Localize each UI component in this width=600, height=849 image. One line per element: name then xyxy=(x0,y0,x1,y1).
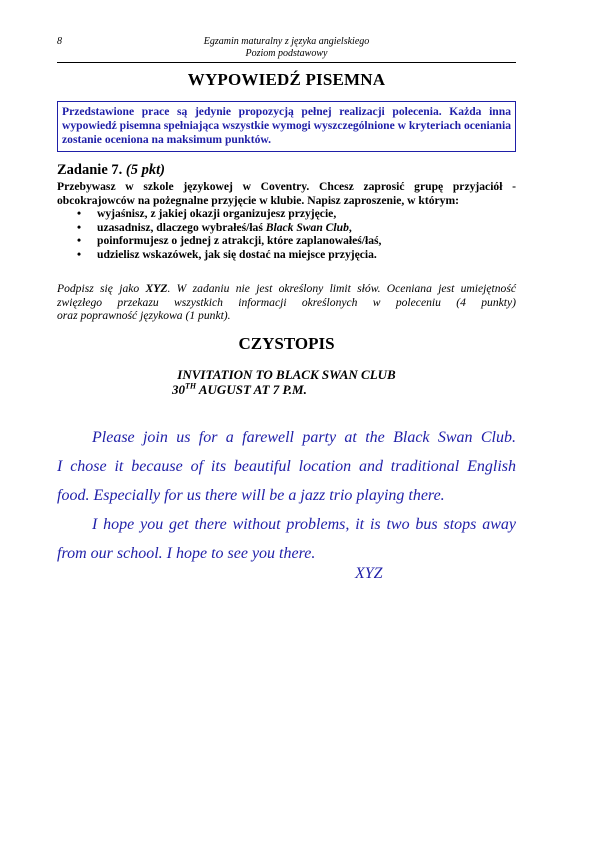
instruction-signature: XYZ xyxy=(145,282,168,295)
list-item xyxy=(57,207,516,221)
letter-line: Please join us for a farewell party at the Black Swan Club. xyxy=(92,429,516,446)
list-item xyxy=(57,234,516,248)
bullet-text: udzielisz wskazówek, jak się dostać na miejsce przyjęcia. xyxy=(97,247,377,261)
invitation-day-suffix: TH xyxy=(185,381,197,391)
bullet-text: wyjaśnisz, z jakiej okazji organizujesz przyjęcie, xyxy=(97,207,337,220)
task-body xyxy=(57,180,516,261)
task-points: (5 pkt) xyxy=(125,162,165,178)
invitation-day: 30 xyxy=(172,382,185,397)
bullet-text: uzasadnisz, dlaczego wybrałeś/łaś xyxy=(97,220,266,234)
clean-copy-title: CZYSTOPIS xyxy=(238,334,335,353)
bullet-punct: , xyxy=(348,220,352,234)
notice-box: Przedstawione prace są jedynie propozycją pełnej realizacji polecenia. Każda inna wypowiedź pisemna spełniająca wszystkie wymogi wyszczególnione w kryteriach oceniania zostanie oceniona na maksimum punktów. xyxy=(57,101,516,152)
bullet-club-name: Black Swan Club xyxy=(265,220,349,234)
task-intro: Przebywasz w szkole językowej w Coventry. Chcesz zaprosić grupę przyjaciół - obcokrajowców na pożegnalne przyjęcie w klubie. Napisz zaproszenie, w którym: xyxy=(57,180,516,207)
task-bullet-list xyxy=(57,207,516,261)
invitation-date-rest: AUGUST AT 7 P.M. xyxy=(196,382,307,397)
instruction-line xyxy=(57,282,516,296)
task-title xyxy=(57,162,165,179)
instruction-text: . W zadaniu nie jest określony limit słów. Oceniana jest umiejętność xyxy=(167,282,516,295)
letter-line: I chose it because of its beautiful location and traditional English xyxy=(57,458,516,475)
bullet-text: poinformujesz o jednej z atrakcji, które zaplanowałeś/łaś, xyxy=(97,234,382,247)
task-number: Zadanie 7. xyxy=(57,162,123,178)
task-instruction xyxy=(57,282,516,323)
instruction-line: zwięzłego przekazu wszystkich informacji określonych w poleceniu (4 punkty) xyxy=(57,295,516,309)
letter-line: from our school. I hope to see you there. xyxy=(57,545,316,562)
letter-body xyxy=(57,423,516,568)
letter-line: food. Especially for us there will be a jazz trio playing there. xyxy=(57,487,445,504)
letter-signature: XYZ xyxy=(355,565,383,582)
invitation-date xyxy=(57,382,516,397)
page-number: 8 xyxy=(57,36,62,47)
list-item xyxy=(57,221,516,235)
list-item xyxy=(57,248,516,262)
invitation-heading xyxy=(57,367,516,397)
header-title-line1: Egzamin maturalny z języka angielskiego xyxy=(203,36,370,47)
invitation-title: INVITATION TO BLACK SWAN CLUB xyxy=(177,367,396,382)
header-title-line2: Poziom podstawowy xyxy=(245,48,328,59)
instruction-text: Podpisz się jako xyxy=(57,282,146,295)
letter-line: I hope you get there without problems, it is two bus stops away xyxy=(92,516,516,533)
page-header xyxy=(57,36,516,63)
section-title: WYPOWIEDŹ PISEMNA xyxy=(187,70,386,89)
instruction-line: oraz poprawność językowa (1 punkt). xyxy=(57,309,231,322)
header-title xyxy=(57,36,516,60)
